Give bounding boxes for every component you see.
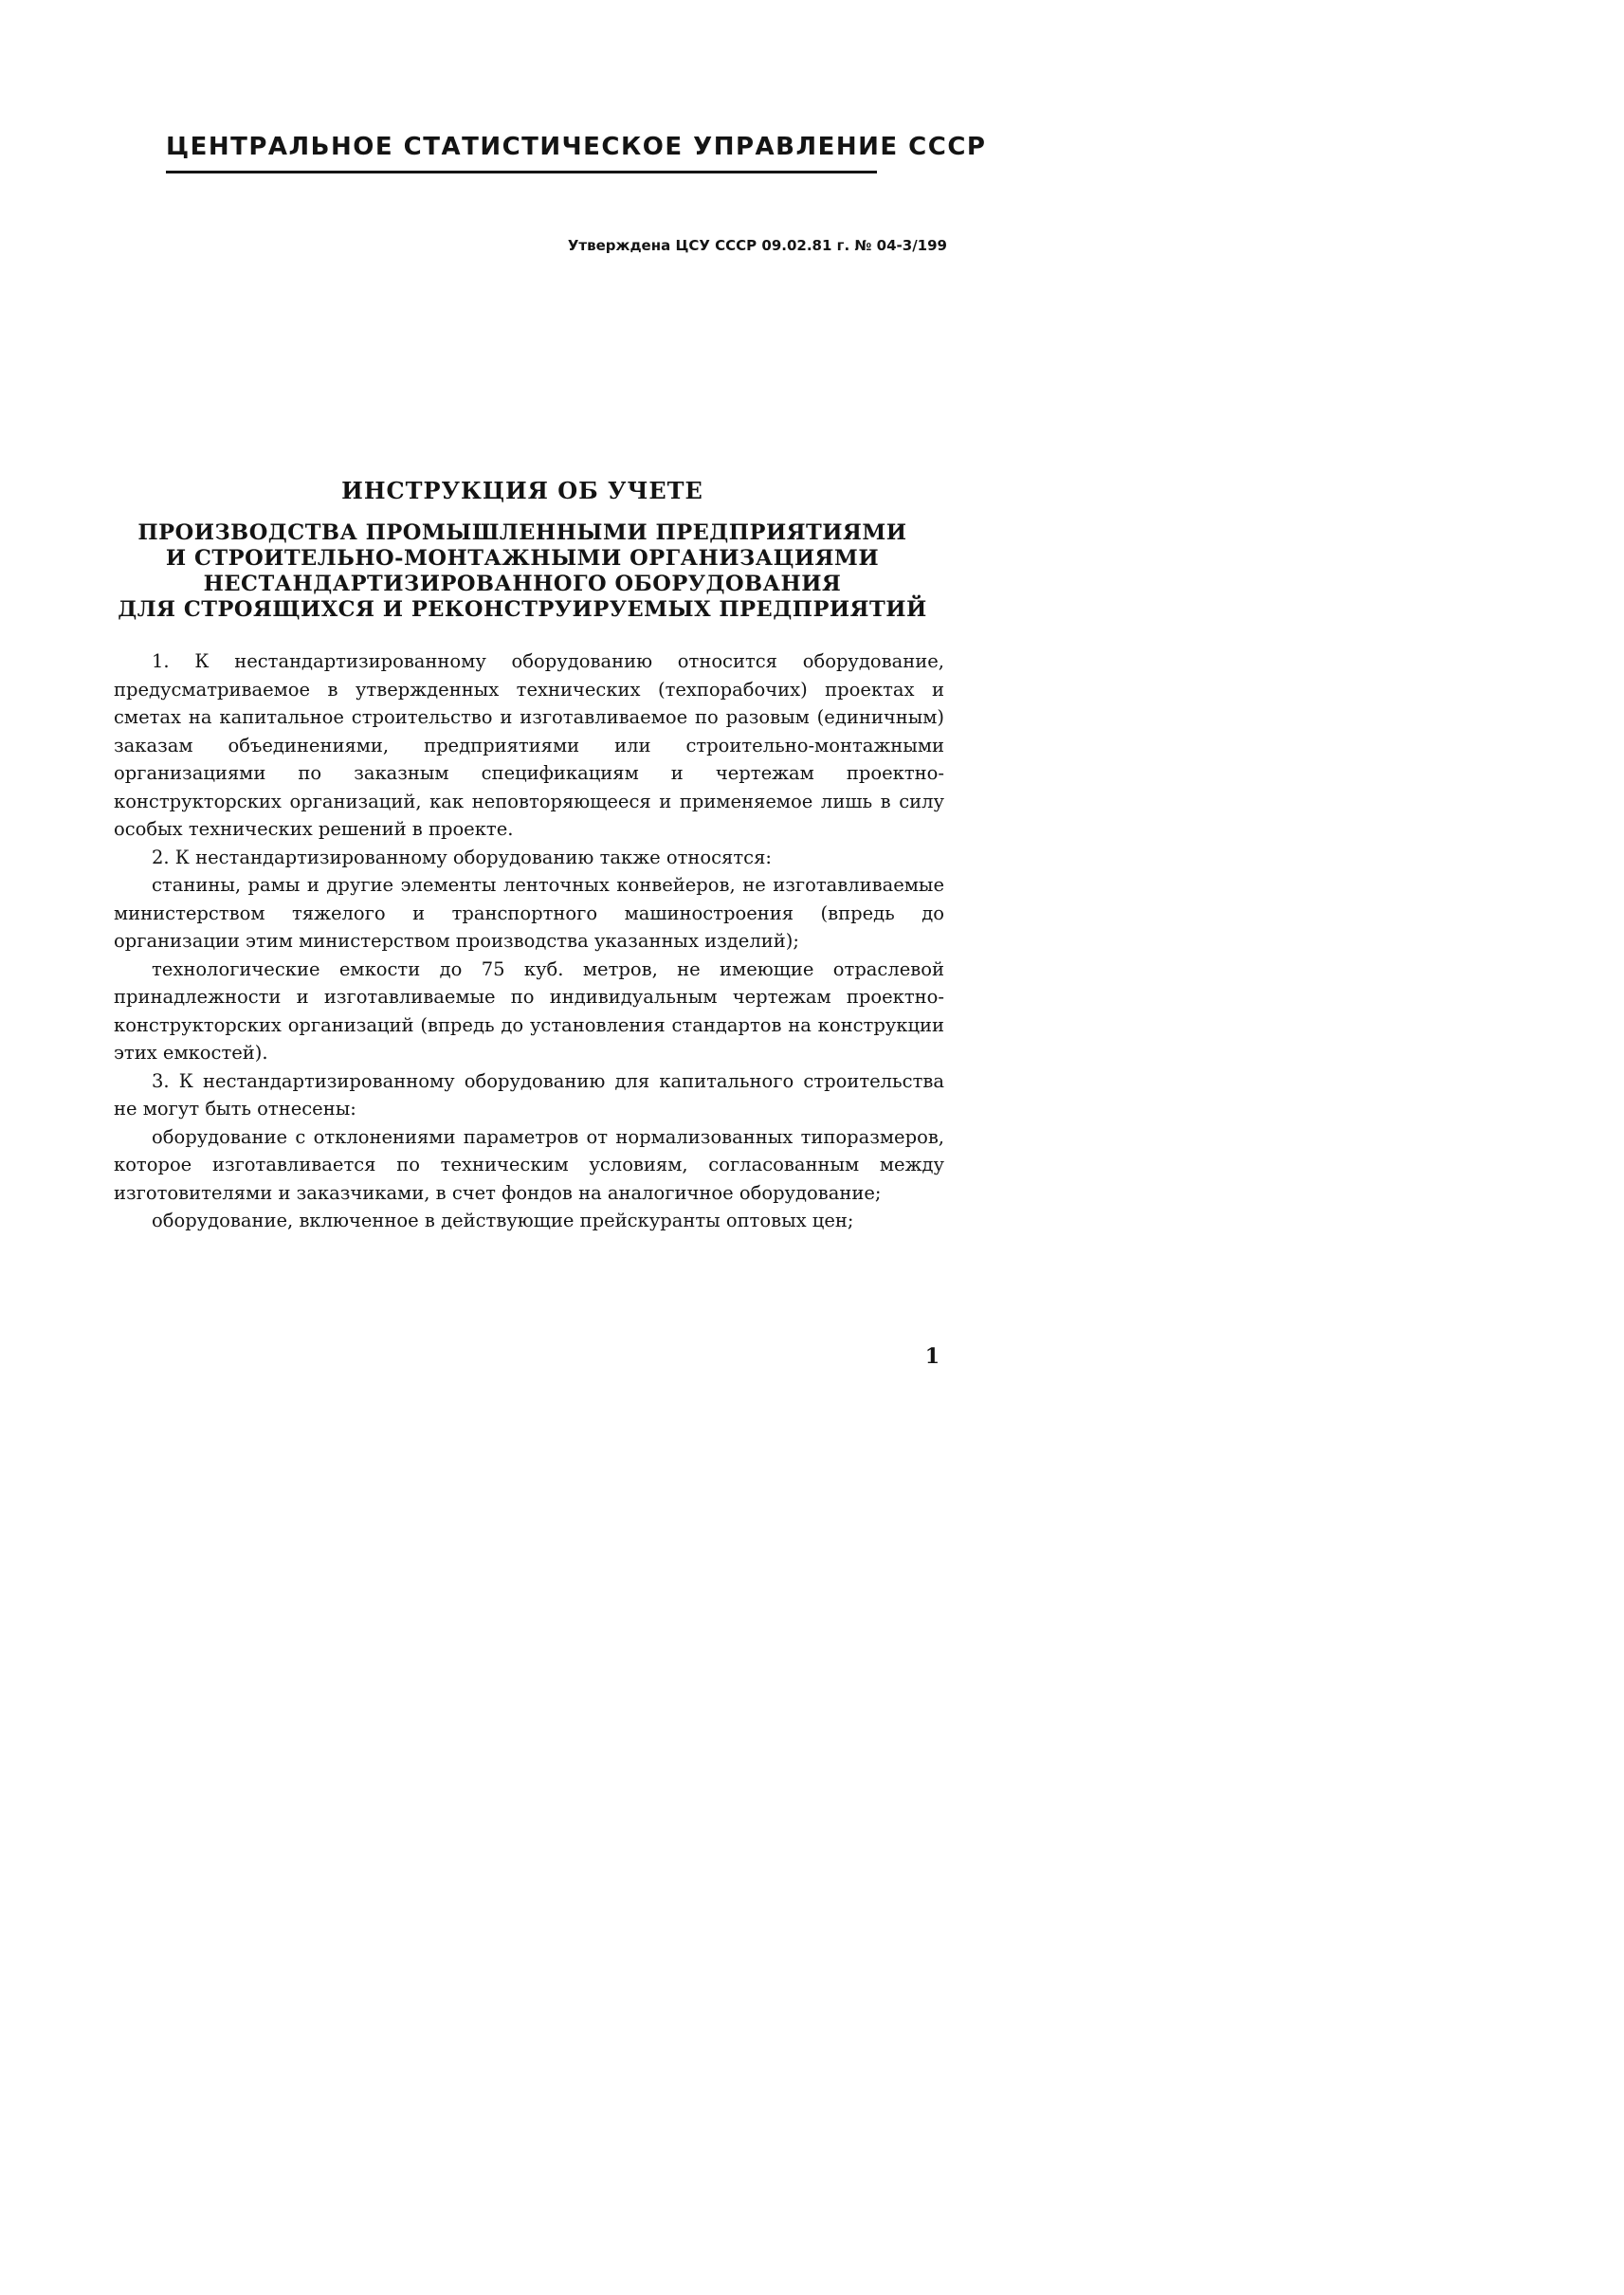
subtitle-line: И СТРОИТЕЛЬНО-МОНТАЖНЫМИ ОРГАНИЗАЦИЯМИ (165, 546, 880, 571)
paragraph-price-list-equipment: оборудование, включенное в действующие прейскуранты оптовых цен; (152, 1210, 854, 1231)
instruction-body (114, 647, 944, 1235)
paragraph-item-3: 3. К нестандартизированному оборудованию для капитального строительства не могут быть отнесены: (114, 1069, 944, 1120)
paragraph-item-2: 2. К нестандартизированному оборудованию также относятся: (152, 846, 772, 868)
header-underline (166, 171, 877, 173)
subtitle-line: ДЛЯ СТРОЯЩИХСЯ И РЕКОНСТРУИРУЕМЫХ ПРЕДПРИЯТИЙ (118, 597, 927, 622)
subtitle-line: НЕСТАНДАРТИЗИРОВАННОГО ОБОРУДОВАНИЯ (203, 572, 842, 596)
document-title: ИНСТРУКЦИЯ ОБ УЧЕТЕ (341, 477, 703, 504)
paragraph-item-1: 1. К нестандартизированному оборудованию относится оборудование, предусматриваемое в утвержденных технических (техпорабочих) проектах и сметах на капитальное строительство и изготавливаемое по разовым (единичным) заказам объединениями, предприятиями или строительно-монтажными организациями по заказным спецификациям и чертежам проектно-конструкторских организаций, как неповторяющееся и применяемое лишь в силу особых технических решений в проекте. (114, 650, 944, 840)
subtitle-line: ПРОИЗВОДСТВА ПРОМЫШЛЕННЫМИ ПРЕДПРИЯТИЯМИ (137, 520, 907, 545)
approval-note: Утверждена ЦСУ СССР 09.02.81 г. № 04-3/199 (567, 237, 947, 254)
paragraph-deviating-equipment: оборудование с отклонениями параметров от нормализованных типоразмеров, которое изготавливается по техническим условиям, согласованным между изготовителями и заказчиками, в счет фондов на аналогичное оборудование; (114, 1125, 944, 1204)
document-subtitle (0, 520, 1045, 623)
page-number: 1 (924, 1344, 940, 1369)
paragraph-tanks: технологические емкости до 75 куб. метров, не имеющие отраслевой принадлежности и изготавливаемые по индивидуальным чертежам проектно-конструкторских организаций (впредь до установления стандартов на конструкции этих емкостей). (114, 957, 944, 1064)
organization-header: ЦЕНТРАЛЬНОЕ СТАТИСТИЧЕСКОЕ УПРАВЛЕНИЕ СССР (166, 133, 987, 161)
paragraph-conveyor-frames: станины, рамы и другие элементы ленточных конвейеров, не изготавливаемые министерством тяжелого и транспортного машиностроения (впредь до организации этим министерством производства указанных изделий); (114, 874, 944, 952)
